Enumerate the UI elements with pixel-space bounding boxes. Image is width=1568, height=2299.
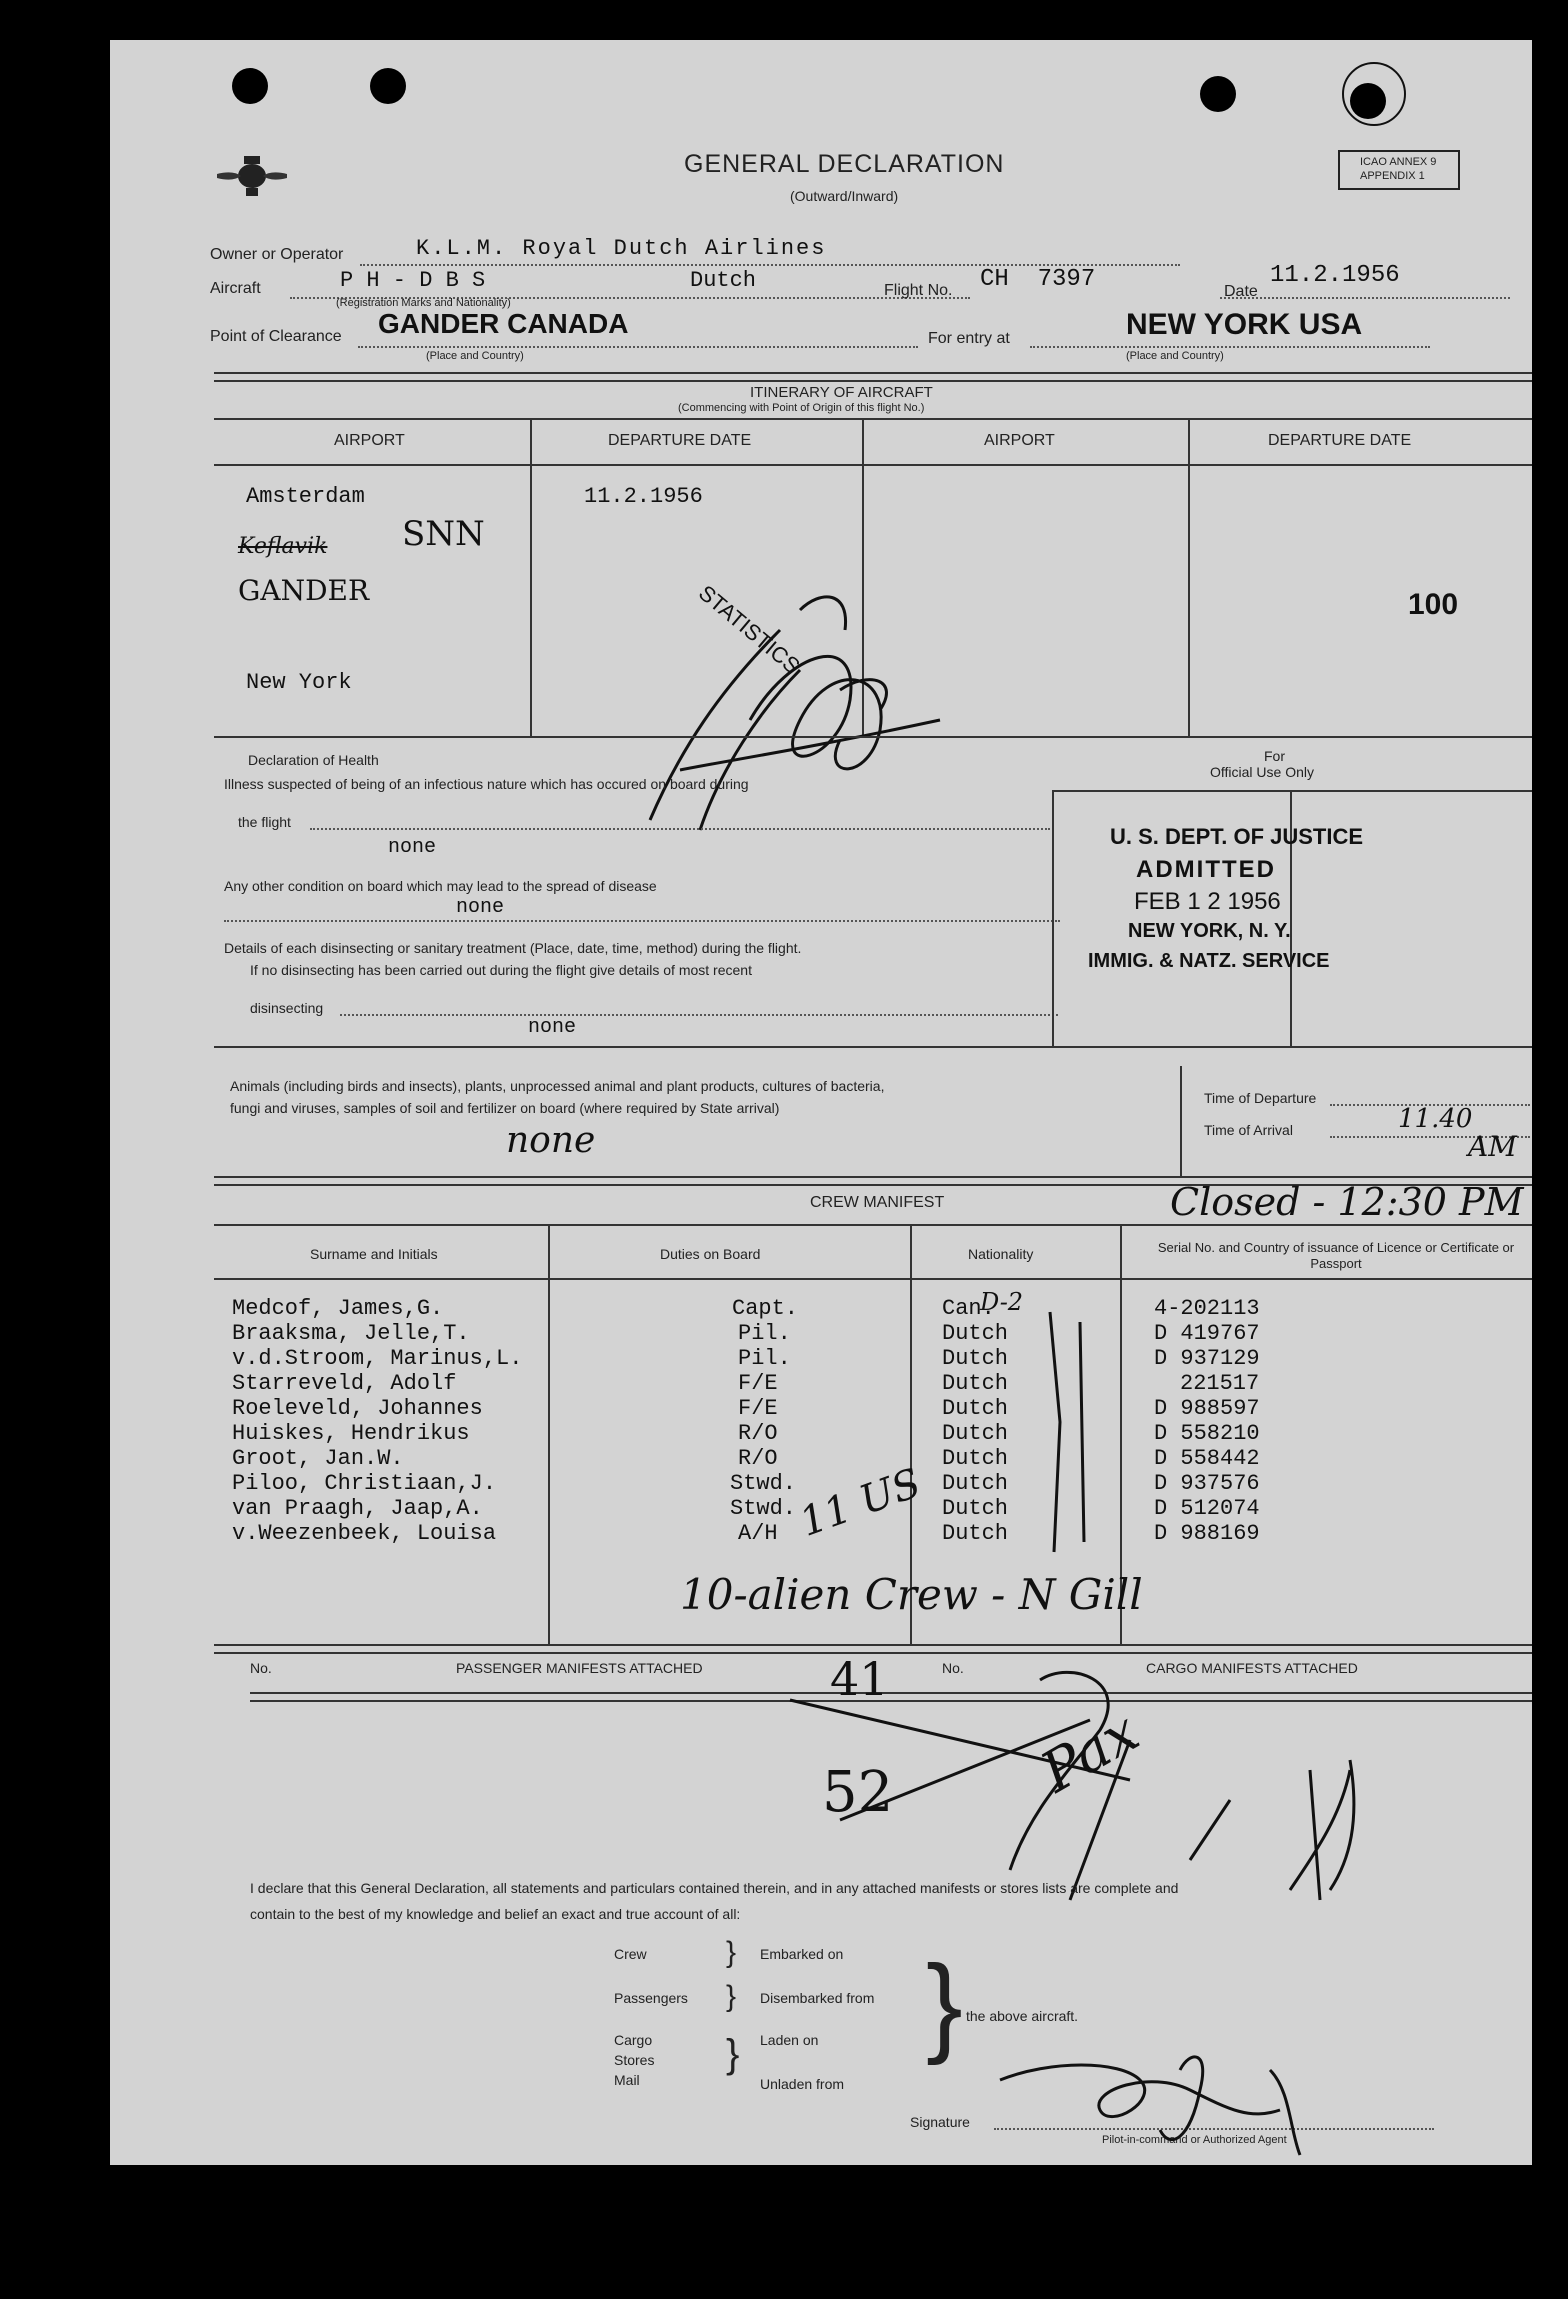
icao-box: ICAO ANNEX 9 APPENDIX 1 (1338, 150, 1460, 190)
official-line1: U. S. DEPT. OF JUSTICE (1110, 824, 1364, 849)
pilot-signature (990, 2030, 1330, 2160)
entry-note: (Place and Country) (1126, 350, 1224, 362)
health-q3b: If no disinsecting has been carried out during the flight give details of most recent (250, 962, 752, 978)
official-line2: ADMITTED (1136, 856, 1276, 883)
col-surname: Surname and Initials (310, 1246, 438, 1262)
clearance-note: (Place and Country) (426, 350, 524, 362)
aircraft-nationality: Dutch (690, 268, 757, 293)
official-line5: IMMIG. & NATZ. SERVICE (1088, 950, 1330, 972)
decl-aircraft: the above aircraft. (966, 2008, 1079, 2024)
punch-hole (232, 68, 268, 104)
itinerary-airport-2b: SNN (402, 514, 485, 554)
itinerary-airport-4: New York (246, 670, 352, 695)
pax-note: Pax (1030, 1699, 1150, 1806)
itinerary-subtitle: (Commencing with Point of Origin of this flight No.) (678, 402, 925, 414)
decl-crew: Crew (614, 1946, 647, 1962)
cargo-manifests: CARGO MANIFESTS ATTACHED (1146, 1660, 1358, 1676)
crew-title: CREW MANIFEST (810, 1194, 945, 1211)
manifest-scribbles (710, 1620, 1430, 1920)
table-row: v.d.Stroom, Marinus,L. Pil. Dutch D 937129 (232, 1346, 1260, 1371)
decl-cargo: Cargo (614, 2032, 653, 2048)
clearance-label: Point of Clearance (210, 328, 342, 345)
brace: } (726, 2032, 740, 2076)
time-ampm: AM (1468, 1130, 1517, 1163)
cargo-no-label: No. (942, 1660, 964, 1676)
table-row: Braaksma, Jelle,T. Pil. Dutch D 419767 (232, 1321, 1260, 1346)
animals-text2: fungi and viruses, samples of soil and fertilizer on board (where required by State arrival) (230, 1100, 780, 1116)
health-q1: Illness suspected of being of an infectious nature which has occured on board during (224, 776, 749, 792)
circle-mark (1342, 62, 1406, 126)
itinerary-title: ITINERARY OF AIRCRAFT (750, 384, 933, 401)
signer-note: Pilot-in-command or Authorized Agent (1102, 2134, 1287, 2146)
passenger-manifests: PASSENGER MANIFESTS ATTACHED (456, 1660, 703, 1676)
signature-scribble (640, 570, 970, 840)
passenger-no-label: No. (250, 1660, 272, 1676)
official-line4: NEW YORK, N. Y. (1128, 920, 1291, 942)
col-serial: Serial No. and Country of issuance of Licence or Certificate or Passport (1157, 1240, 1515, 1271)
declaration-line2: contain to the best of my knowledge and belief an exact and true account of all: (250, 1906, 741, 1922)
col-airport: AIRPORT (334, 432, 405, 449)
declaration-line1: I declare that this General Declaration, all statements and particulars contained therein, and in any attached manifests or stores lists are complete and (250, 1880, 1179, 1896)
official-title2: Official Use Only (1210, 764, 1314, 780)
col-duties: Duties on Board (660, 1246, 761, 1262)
health-q3: Details of each disinsecting or sanitary treatment (Place, date, time, method) during the flight. (224, 940, 802, 956)
date-label: Date (1224, 283, 1258, 300)
decl-disembarked: Disembarked from (760, 1990, 875, 2006)
document-page (110, 40, 1532, 2165)
official-line3: FEB 1 2 1956 (1134, 888, 1281, 915)
health-title: Declaration of Health (248, 752, 379, 768)
animals-text1: Animals (including birds and insects), plants, unprocessed animal and plant products, cultures of bacteria, (230, 1078, 885, 1094)
crew-hand-note1: D-2 (980, 1288, 1024, 1316)
time-arrival-value: 11.40 (1398, 1104, 1473, 1134)
entry-value: NEW YORK USA (1126, 308, 1363, 341)
health-q2: Any other condition on board which may lead to the spread of disease (224, 878, 657, 894)
passenger-count-2: 52 (822, 1760, 894, 1825)
table-row: Starreveld, Adolf F/E Dutch 221517 (232, 1371, 1260, 1396)
table-row: Piloo, Christiaan,J. Stwd. Dutch D 937576 (232, 1471, 1260, 1496)
itinerary-departure-1: 11.2.1956 (584, 484, 703, 509)
clearance-value: GANDER CANADA (378, 308, 629, 339)
operator-label: Owner or Operator (210, 246, 344, 263)
decl-unladen: Unladen from (760, 2076, 845, 2092)
table-row: Huiskes, Hendrikus R/O Dutch D 558210 (232, 1421, 1260, 1446)
col-departure-date-2: DEPARTURE DATE (1268, 432, 1412, 449)
col-nationality: Nationality (968, 1246, 1034, 1262)
itinerary-airport-2: Keflavik (238, 534, 328, 559)
brace: } (726, 1980, 737, 2013)
flight-no-value: CH 7397 (980, 266, 1096, 293)
health-q1b: the flight (238, 814, 291, 830)
col-departure-date: DEPARTURE DATE (608, 432, 752, 449)
health-q3c: disinsecting (250, 1000, 324, 1016)
flight-no-label: Flight No. (884, 282, 953, 299)
registration-note: (Registration Marks and Nationality) (336, 297, 511, 309)
animals-answer: none (506, 1120, 596, 1161)
time-departure-label: Time of Departure (1204, 1090, 1317, 1106)
itinerary-airport-1: Amsterdam (246, 484, 365, 509)
health-a3: none (528, 1016, 577, 1039)
decl-laden: Laden on (760, 2032, 819, 2048)
time-arrival-label: Time of Arrival (1204, 1122, 1293, 1138)
big-brace: } (926, 1943, 963, 2066)
crew-hand-note2: 11 US (793, 1460, 927, 1546)
bracket-mark (1040, 1302, 1110, 1582)
operator-value: K.L.M. Royal Dutch Airlines (416, 236, 827, 261)
passenger-count-1: 41 (830, 1652, 889, 1706)
aircraft-label: Aircraft (210, 280, 261, 297)
table-row: Roeleveld, Johannes F/E Dutch D 988597 (232, 1396, 1260, 1421)
form-subtitle: (Outward/Inward) (790, 188, 899, 204)
decl-stores: Stores (614, 2052, 655, 2068)
punch-hole (1200, 76, 1236, 112)
decl-passengers: Passengers (614, 1990, 688, 2006)
table-row: Groot, Jan.W. R/O Dutch D 558442 (232, 1446, 1260, 1471)
aircraft-registration: P H - D B S (340, 268, 486, 293)
crew-hand-note3: 10-alien Crew - N Gill (680, 1570, 1143, 1619)
itinerary-number: 100 (1408, 588, 1459, 621)
itinerary-airport-3: GANDER (238, 574, 370, 607)
health-a2: none (456, 896, 505, 919)
table-row: Medcof, James,G. Capt. Can. 4-202113 (232, 1296, 1260, 1321)
date-value: 11.2.1956 (1270, 262, 1400, 289)
entry-label: For entry at (928, 330, 1010, 347)
health-a1: none (388, 836, 437, 859)
signature-label: Signature (910, 2114, 970, 2130)
decl-embarked: Embarked on (760, 1946, 844, 1962)
form-title: GENERAL DECLARATION (684, 150, 1005, 178)
statistics-stamp: STATISTICS (693, 580, 805, 679)
punch-hole (370, 68, 406, 104)
col-airport-2: AIRPORT (984, 432, 1055, 449)
table-row: v.Weezenbeek, Louisa A/H Dutch D 988169 (232, 1521, 1260, 1546)
klm-crown-logo (215, 152, 289, 202)
official-title1: For (1264, 748, 1285, 764)
brace: } (726, 1936, 737, 1969)
decl-mail: Mail (614, 2072, 640, 2088)
table-row: van Praagh, Jaap,A. Stwd. Dutch D 512074 (232, 1496, 1260, 1521)
closed-note: Closed - 12:30 PM (1170, 1180, 1524, 1224)
